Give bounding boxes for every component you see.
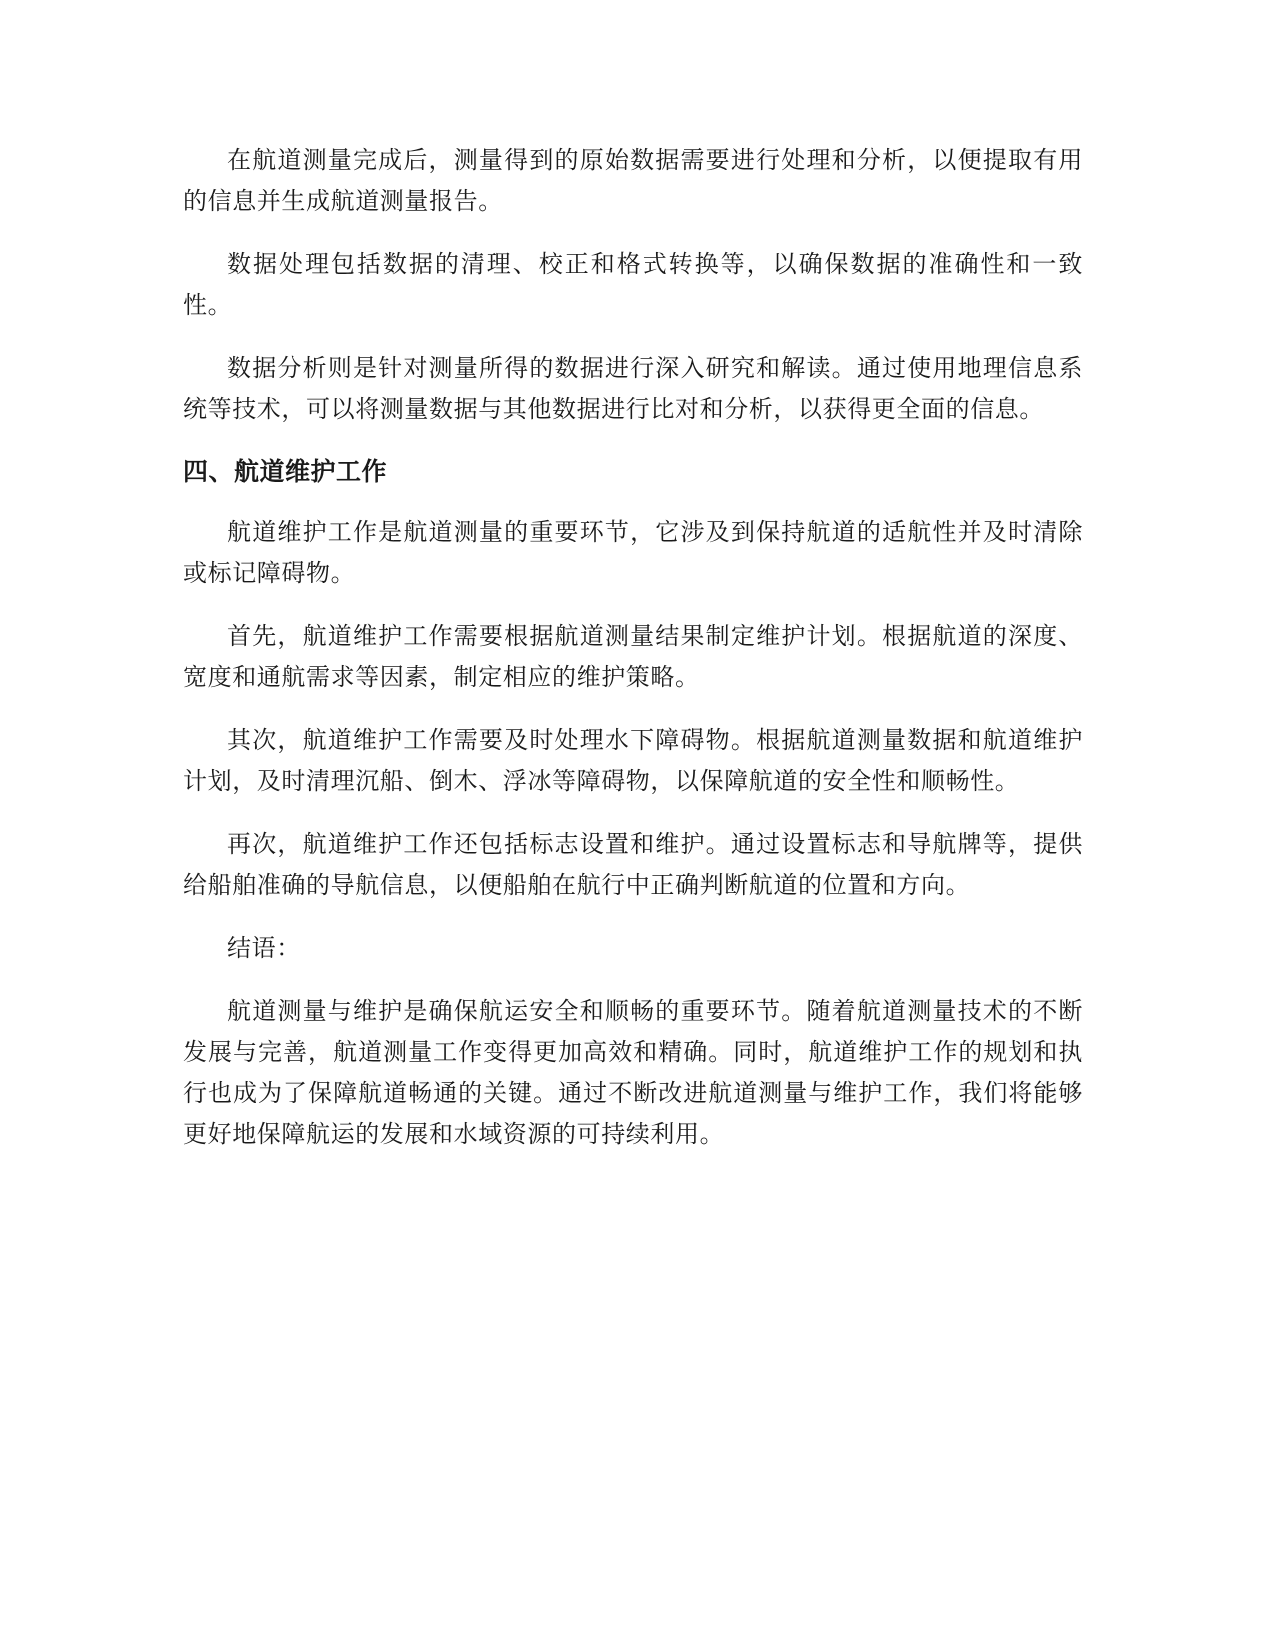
paragraph-maintenance-intro: 航道维护工作是航道测量的重要环节，它涉及到保持航道的适航性并及时清除或标记障碍物。 [183,518,1083,587]
paragraph-data-processing-intro: 在航道测量完成后，测量得到的原始数据需要进行处理和分析，以便提取有用的信息并生成航道测量报告。 [183,146,1083,215]
paragraph-data-processing: 数据处理包括数据的清理、校正和格式转换等，以确保数据的准确性和一致性。 [183,250,1083,319]
section-heading: 四、航道维护工作 [183,457,388,486]
paragraph-data-analysis: 数据分析则是针对测量所得的数据进行深入研究和解读。通过使用地理信息系统等技术，可以将测量数据与其他数据进行比对和分析，以获得更全面的信息。 [183,354,1083,423]
paragraph-sign-maintenance: 再次，航道维护工作还包括标志设置和维护。通过设置标志和导航牌等，提供给船舶准确的导航信息，以便船舶在航行中正确判断航道的位置和方向。 [183,830,1083,899]
closing-label: 结语： [227,934,301,962]
closing-paragraph: 航道测量与维护是确保航运安全和顺畅的重要环节。随着航道测量技术的不断发展与完善，航道测量工作变得更加高效和精确。同时，航道维护工作的规划和执行也成为了保障航道畅通的关键。通过不断改进航道测量与维护工作，我们将能够更好地保障航运的发展和水域资源的可持续利用。 [183,997,1083,1148]
document-page [183,140,1083,1177]
paragraph-obstacle-handling: 其次，航道维护工作需要及时处理水下障碍物。根据航道测量数据和航道维护计划，及时清理沉船、倒木、浮冰等障碍物，以保障航道的安全性和顺畅性。 [183,726,1083,795]
paragraph-maintenance-plan: 首先，航道维护工作需要根据航道测量结果制定维护计划。根据航道的深度、宽度和通航需求等因素，制定相应的维护策略。 [183,622,1083,691]
